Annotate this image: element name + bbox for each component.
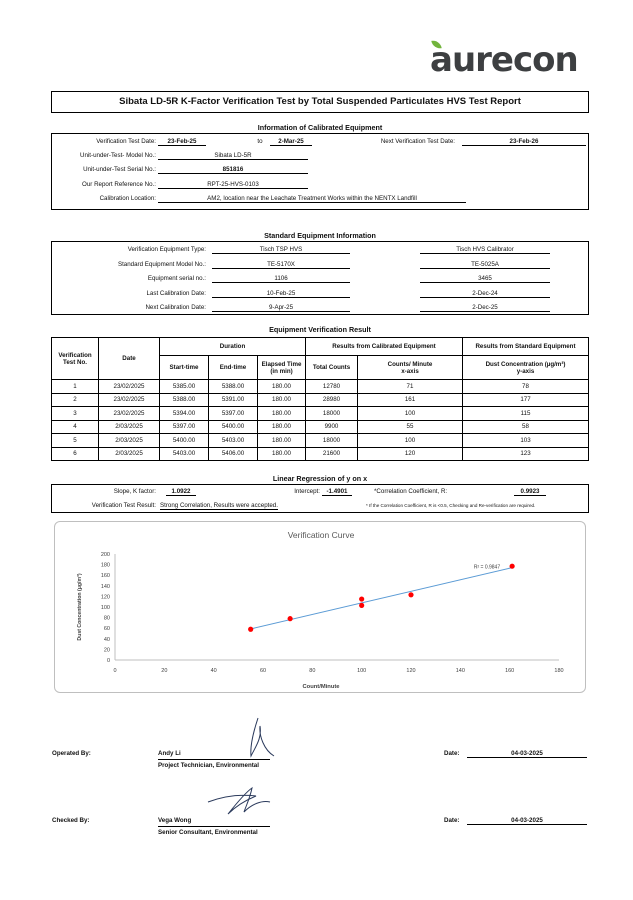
- standard-row-label: Verification Equipment Type:: [127, 246, 206, 253]
- header-total: Total Counts: [306, 356, 358, 380]
- operator-signature: [238, 716, 278, 760]
- header-test-no: Verification Test No.: [52, 338, 99, 380]
- reference-label: Our Report Reference No.:: [82, 181, 156, 188]
- standard-hvs-value: 10-Feb-25: [212, 290, 350, 298]
- cell-total: 28980: [306, 393, 358, 407]
- x-tick-label: 140: [455, 668, 465, 674]
- model-label: Unit-under-Test- Model No.:: [80, 152, 156, 159]
- calibrated-heading: Information of Calibrated Equipment: [51, 123, 589, 134]
- standard-row-label: Last Calibration Date:: [146, 289, 206, 297]
- cell-total: 12780: [306, 380, 358, 394]
- cell-cpm: 71: [358, 380, 463, 394]
- cell-no: 4: [52, 420, 99, 434]
- standard-heading: Standard Equipment Information: [51, 231, 589, 242]
- header-dust: [463, 356, 589, 380]
- table-row: [52, 393, 589, 407]
- cell-total: 21600: [306, 447, 358, 461]
- r-squared-label: R² = 0.9847: [473, 564, 501, 571]
- model-value: Sibata LD-5R: [158, 152, 308, 160]
- serial-label: Unit-under-Test Serial No.:: [83, 166, 156, 173]
- y-tick-label: 120: [100, 594, 110, 601]
- aurecon-logo: [430, 40, 578, 80]
- data-point: [510, 564, 515, 569]
- data-point: [248, 627, 253, 632]
- cell-total: 18000: [306, 434, 358, 448]
- cell-end: 5406.00: [209, 447, 258, 461]
- standard-hvs-value: TE-5170X: [212, 261, 350, 269]
- slope-label: Slope, K factor:: [113, 488, 156, 495]
- standard-row-label: Equipment serial no.:: [147, 275, 206, 282]
- y-tick-label: 80: [103, 615, 110, 622]
- cell-end: 5391.00: [209, 393, 258, 407]
- checker-signature: [206, 786, 272, 816]
- cell-elapsed: 180.00: [258, 380, 306, 394]
- standard-hvs-value: Tisch TSP HVS: [212, 246, 350, 254]
- intercept-value: -1.4901: [322, 488, 352, 496]
- verification-date-to: 2-Mar-25: [270, 138, 312, 146]
- x-tick-label: 120: [406, 668, 416, 674]
- header-calibrated: Results from Calibrated Equipment: [306, 338, 463, 356]
- cell-total: 9900: [306, 420, 358, 434]
- cell-dust: 78: [463, 380, 589, 394]
- cell-date: 2/03/2025: [99, 447, 160, 461]
- cell-end: 5388.00: [209, 380, 258, 394]
- correlation-value: 0.9923: [514, 488, 546, 496]
- y-axis-label: Dust Concentration (μg/m³): [77, 573, 83, 641]
- cell-no: 5: [52, 434, 99, 448]
- cell-date: 23/02/2025: [99, 393, 160, 407]
- cell-cpm: 55: [358, 420, 463, 434]
- cell-cpm: 120: [358, 447, 463, 461]
- header-start: Start-time: [160, 356, 209, 380]
- checked-label: Checked By:: [52, 817, 90, 824]
- cell-dust: 103: [463, 434, 589, 448]
- cell-elapsed: 180.00: [258, 407, 306, 421]
- correlation-label: *Correlation Coefficient, R:: [374, 488, 448, 495]
- standard-row-label: Next Calibration Date:: [145, 304, 206, 311]
- operated-label: Operated By:: [52, 750, 91, 757]
- regression-note: * If the Correlation Coefficient, R is <0.5, Checking and Re-verification are required.: [366, 503, 536, 508]
- result-label: Verification Test Result:: [91, 502, 156, 509]
- cell-no: 3: [52, 407, 99, 421]
- header-dust-label: Dust Concentration (µg/m³): [485, 360, 566, 368]
- cell-elapsed: 180.00: [258, 420, 306, 434]
- operated-date: 04-03-2025: [467, 750, 587, 758]
- table-row: [52, 434, 589, 448]
- verification-table: [51, 337, 589, 461]
- cell-date: 23/02/2025: [99, 380, 160, 394]
- x-tick-label: 60: [259, 668, 267, 674]
- checked-date-label: Date:: [444, 817, 460, 824]
- verification-curve-chart: [54, 521, 586, 693]
- data-point: [288, 616, 293, 621]
- verification-date-from: 23-Feb-25: [158, 138, 206, 146]
- report-title: Sibata LD-5R K-Factor Verification Test by Total Suspended Particulates HVS Test Report: [51, 91, 589, 113]
- header-duration: Duration: [160, 338, 306, 356]
- cell-date: 2/03/2025: [99, 434, 160, 448]
- header-x-axis: x-axis: [401, 367, 419, 375]
- next-verification-label: Next Verification Test Date:: [380, 138, 455, 145]
- y-tick-label: 40: [103, 636, 110, 643]
- header-y-axis: y-axis: [516, 367, 535, 375]
- y-tick-label: 140: [100, 583, 110, 590]
- cell-no: 6: [52, 447, 99, 461]
- standard-row-label: Standard Equipment Model No.:: [117, 260, 206, 268]
- to-label: to: [257, 138, 263, 145]
- chart-svg: [55, 522, 587, 694]
- next-verification-date: 23-Feb-26: [462, 138, 586, 146]
- cell-date: 2/03/2025: [99, 420, 160, 434]
- standard-calibrator-value: TE-5025A: [420, 261, 550, 269]
- chart-title: Verification Curve: [287, 530, 355, 540]
- header-standard: Results from Standard Equipment: [463, 338, 589, 356]
- verification-table-body: [52, 380, 589, 461]
- x-axis-label: Count/Minute: [302, 684, 340, 690]
- header-cpm: [358, 356, 463, 380]
- cell-elapsed: 180.00: [258, 447, 306, 461]
- cell-cpm: 161: [358, 393, 463, 407]
- x-tick-label: 160: [505, 668, 515, 674]
- table-row: [52, 380, 589, 394]
- cell-no: 2: [52, 393, 99, 407]
- cell-end: 5403.00: [209, 434, 258, 448]
- intercept-label: Intercept:: [294, 488, 320, 495]
- header-cpm-label: Counts/ Minute: [387, 360, 433, 368]
- standard-calibrator-value: 3465: [420, 275, 550, 283]
- cell-dust: 123: [463, 447, 589, 461]
- standard-calibrator-value: Tisch HVS Calibrator: [420, 246, 550, 254]
- operated-date-label: Date:: [444, 750, 460, 757]
- cell-start: 5394.00: [160, 407, 209, 421]
- location-label: Calibration Location:: [99, 195, 156, 202]
- operator-name: Andy Li: [158, 750, 181, 757]
- y-tick-label: 0: [106, 658, 110, 664]
- table-row: [52, 420, 589, 434]
- cell-elapsed: 180.00: [258, 393, 306, 407]
- y-tick-label: 160: [100, 573, 110, 580]
- standard-hvs-value: 1106: [212, 275, 350, 283]
- checker-name: Vega Wong: [158, 817, 192, 824]
- operator-line: [158, 759, 270, 760]
- header-end: End-time: [209, 356, 258, 380]
- verification-date-label: Verification Test Date:: [96, 138, 156, 145]
- cell-elapsed: 180.00: [258, 434, 306, 448]
- standard-calibrator-value: 2-Dec-24: [420, 290, 550, 298]
- checker-line: [158, 826, 270, 827]
- cell-start: 5388.00: [160, 393, 209, 407]
- y-tick-label: 60: [103, 626, 110, 633]
- x-tick-label: 100: [357, 668, 367, 674]
- x-tick-label: 20: [161, 668, 168, 674]
- slope-value: 1.0922: [166, 488, 196, 496]
- cell-start: 5403.00: [160, 447, 209, 461]
- result-value: Strong Correlation, Results were accepted.: [160, 502, 278, 509]
- verification-heading: Equipment Verification Result: [269, 325, 371, 334]
- header-elapsed: Elapsed Time (in min): [258, 356, 306, 380]
- cell-end: 5397.00: [209, 407, 258, 421]
- x-tick-label: 80: [309, 668, 316, 674]
- checker-title: Senior Consultant, Environmental: [158, 829, 258, 836]
- y-tick-label: 100: [100, 605, 110, 611]
- location-value: AM2, location near the Leachate Treatment Works within the NENTX Landfill: [158, 195, 466, 203]
- y-tick-label: 20: [103, 647, 110, 654]
- x-tick-label: 0: [113, 668, 117, 674]
- operator-title: Project Technician, Environmental: [158, 762, 259, 769]
- x-tick-label: 40: [210, 668, 217, 674]
- cell-dust: 58: [463, 420, 589, 434]
- cell-no: 1: [52, 380, 99, 394]
- cell-date: 23/02/2025: [99, 407, 160, 421]
- cell-dust: 177: [463, 393, 589, 407]
- cell-cpm: 100: [358, 407, 463, 421]
- checked-date: 04-03-2025: [467, 817, 587, 825]
- logo-text: aurecon: [430, 40, 578, 80]
- cell-dust: 115: [463, 407, 589, 421]
- cell-cpm: 100: [358, 434, 463, 448]
- cell-end: 5400.00: [209, 420, 258, 434]
- standard-hvs-value: 9-Apr-25: [212, 304, 350, 312]
- standard-calibrator-value: 2-Dec-25: [420, 304, 550, 312]
- table-row: [52, 407, 589, 421]
- y-tick-label: 180: [100, 562, 110, 569]
- cell-start: 5385.00: [160, 380, 209, 394]
- cell-total: 18000: [306, 407, 358, 421]
- serial-value: 851816: [158, 166, 308, 174]
- data-point: [359, 603, 364, 608]
- reference-value: RPT-25-HVS-0103: [158, 181, 308, 189]
- cell-start: 5397.00: [160, 420, 209, 434]
- x-tick-label: 180: [554, 668, 564, 674]
- y-tick-label: 200: [100, 552, 110, 558]
- data-point: [408, 592, 413, 597]
- regression-heading: Linear Regression of y on x: [272, 474, 368, 483]
- table-row: [52, 447, 589, 461]
- header-date: Date: [99, 338, 160, 380]
- data-point: [359, 596, 364, 601]
- cell-start: 5400.00: [160, 434, 209, 448]
